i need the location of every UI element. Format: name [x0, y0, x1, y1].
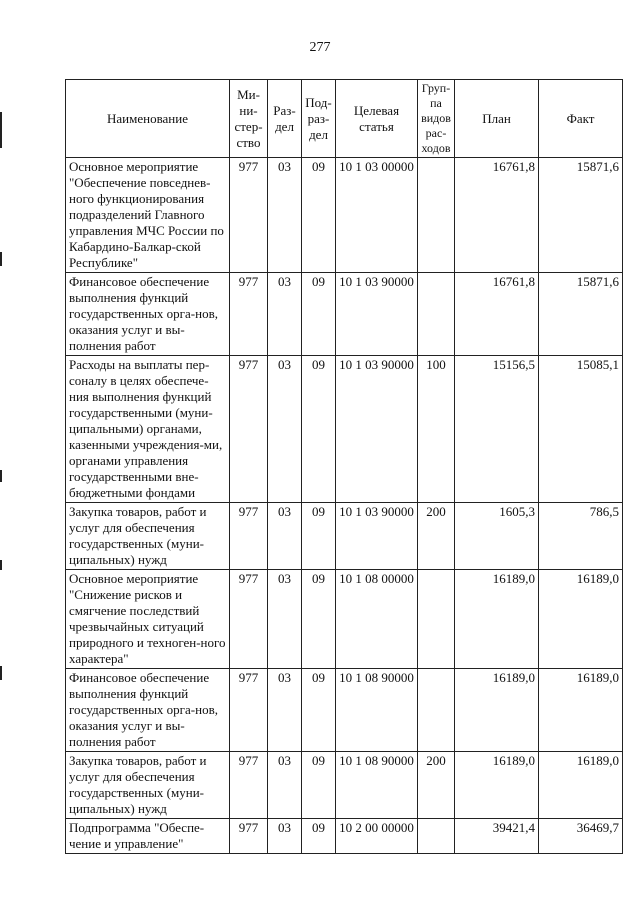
cell-name: Основное мероприятие "Снижение рисков и смягчение последствий чрезвычайных ситуаций природного и техноген-ного характера" — [66, 570, 230, 669]
cell-ministry: 977 — [230, 356, 268, 503]
cell-fact: 16189,0 — [539, 669, 623, 752]
cell-fact: 15085,1 — [539, 356, 623, 503]
page-number: 277 — [309, 40, 331, 55]
cell-name: Основное мероприятие "Обеспечение повседнев-ного функционирования подразделений Главного управления МЧС России по Кабардино-Балкар-ской Республике" — [66, 158, 230, 273]
header-fact: Факт — [539, 80, 623, 158]
cell-name: Закупка товаров, работ и услуг для обеспечения государственных (муни-ципальных) нужд — [66, 503, 230, 570]
header-name: Наименование — [66, 80, 230, 158]
table-row — [66, 503, 623, 570]
cell-expense-group — [418, 158, 455, 273]
cell-fact: 36469,7 — [539, 819, 623, 854]
cell-subsection: 09 — [302, 273, 336, 356]
cell-subsection: 09 — [302, 356, 336, 503]
cell-plan: 15156,5 — [455, 356, 539, 503]
cell-section: 03 — [268, 273, 302, 356]
cell-plan: 1605,3 — [455, 503, 539, 570]
header-expense-group: Груп- па видов рас- ходов — [418, 80, 455, 158]
cell-section: 03 — [268, 570, 302, 669]
cell-plan: 16189,0 — [455, 669, 539, 752]
cell-ministry: 977 — [230, 669, 268, 752]
budget-table — [65, 79, 623, 854]
cell-plan: 16761,8 — [455, 273, 539, 356]
table-row — [66, 570, 623, 669]
scan-edge-mark — [0, 470, 2, 482]
cell-ministry: 977 — [230, 503, 268, 570]
scan-edge-mark — [0, 252, 2, 266]
cell-ministry: 977 — [230, 819, 268, 854]
cell-fact: 16189,0 — [539, 752, 623, 819]
cell-expense-group: 200 — [418, 503, 455, 570]
header-subsection: Под- раз- дел — [302, 80, 336, 158]
cell-name: Финансовое обеспечение выполнения функций государственных орга-нов, оказания услуг и вы-полнения работ — [66, 273, 230, 356]
cell-fact: 15871,6 — [539, 158, 623, 273]
table-header-row — [66, 80, 623, 158]
cell-subsection: 09 — [302, 669, 336, 752]
cell-section: 03 — [268, 356, 302, 503]
cell-plan: 16189,0 — [455, 570, 539, 669]
cell-section: 03 — [268, 752, 302, 819]
cell-subsection: 09 — [302, 158, 336, 273]
cell-plan: 16189,0 — [455, 752, 539, 819]
cell-fact: 16189,0 — [539, 570, 623, 669]
cell-fact: 786,5 — [539, 503, 623, 570]
cell-expense-group — [418, 273, 455, 356]
cell-target: 10 1 08 00000 — [336, 570, 418, 669]
cell-ministry: 977 — [230, 273, 268, 356]
cell-subsection: 09 — [302, 570, 336, 669]
cell-expense-group: 200 — [418, 752, 455, 819]
cell-expense-group — [418, 570, 455, 669]
cell-section: 03 — [268, 503, 302, 570]
header-section: Раз- дел — [268, 80, 302, 158]
cell-name: Закупка товаров, работ и услуг для обеспечения государственных (муни-ципальных) нужд — [66, 752, 230, 819]
table-row — [66, 356, 623, 503]
table-row — [66, 752, 623, 819]
cell-section: 03 — [268, 819, 302, 854]
header-plan: План — [455, 80, 539, 158]
table-row — [66, 819, 623, 854]
cell-ministry: 977 — [230, 752, 268, 819]
scan-edge-mark — [0, 666, 2, 680]
scan-edge-mark — [0, 112, 2, 148]
cell-target: 10 2 00 00000 — [336, 819, 418, 854]
cell-subsection: 09 — [302, 752, 336, 819]
cell-target: 10 1 03 90000 — [336, 273, 418, 356]
cell-name: Расходы на выплаты пер-соналу в целях обеспече-ния выполнения функций государственными (муни-ципальными) органами, казенными учреждения-ми, органами управления государственными вне-бюджетными фондами — [66, 356, 230, 503]
cell-expense-group: 100 — [418, 356, 455, 503]
table-row — [66, 273, 623, 356]
cell-expense-group — [418, 669, 455, 752]
cell-expense-group — [418, 819, 455, 854]
cell-target: 10 1 08 90000 — [336, 669, 418, 752]
cell-ministry: 977 — [230, 158, 268, 273]
table-row — [66, 158, 623, 273]
cell-name: Подпрограмма "Обеспе-чение и управление" — [66, 819, 230, 854]
cell-section: 03 — [268, 669, 302, 752]
cell-name: Финансовое обеспечение выполнения функций государственных орга-нов, оказания услуг и вы-полнения работ — [66, 669, 230, 752]
cell-ministry: 977 — [230, 570, 268, 669]
table-row — [66, 669, 623, 752]
cell-target: 10 1 03 90000 — [336, 503, 418, 570]
header-target: Целевая статья — [336, 80, 418, 158]
cell-section: 03 — [268, 158, 302, 273]
cell-target: 10 1 08 90000 — [336, 752, 418, 819]
cell-fact: 15871,6 — [539, 273, 623, 356]
scan-edge-mark — [0, 560, 2, 570]
cell-plan: 39421,4 — [455, 819, 539, 854]
cell-target: 10 1 03 90000 — [336, 356, 418, 503]
cell-target: 10 1 03 00000 — [336, 158, 418, 273]
cell-plan: 16761,8 — [455, 158, 539, 273]
header-ministry: Ми- ни- стер- ство — [230, 80, 268, 158]
cell-subsection: 09 — [302, 819, 336, 854]
cell-subsection: 09 — [302, 503, 336, 570]
